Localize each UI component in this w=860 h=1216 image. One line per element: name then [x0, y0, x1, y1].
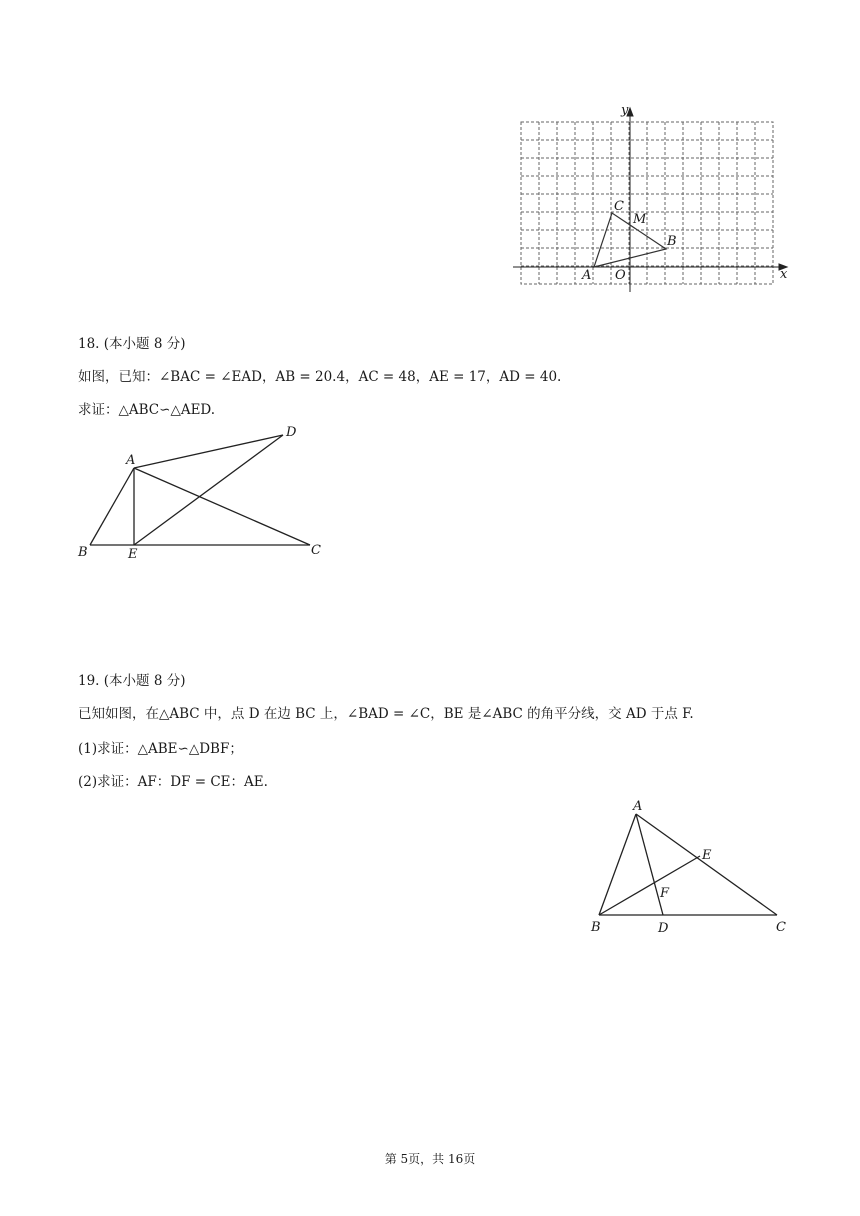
q19-header: 19. (本小题 8 分)	[78, 673, 186, 689]
q19-figure	[585, 795, 795, 940]
q19-line1: 已知如图，在△ABC 中，点 D 在边 BC 上，∠BAD = ∠C，BE 是∠ABC 的角平分线，交 AD 于点 F.	[78, 706, 694, 722]
q19-label-e: E	[702, 848, 712, 863]
point-m-label: M	[633, 212, 647, 227]
point-o-label: O	[615, 268, 626, 283]
q18-header: 18. (本小题 8 分)	[78, 336, 186, 352]
point-a-label: A	[582, 268, 592, 283]
point-b-label: B	[667, 234, 677, 249]
coordinate-grid-figure	[505, 100, 795, 295]
q19-label-b: B	[591, 920, 601, 935]
y-axis-label: y	[621, 103, 629, 118]
q18-label-e: E	[128, 547, 138, 562]
q19-line3: (2)求证：AF：DF = CE：AE.	[78, 774, 268, 790]
point-c-label: C	[614, 199, 624, 214]
q18-label-b: B	[78, 545, 88, 560]
q19-label-a: A	[633, 799, 643, 814]
q18-line1: 如图，已知：∠BAC = ∠EAD，AB = 20.4，AC = 48，AE = 17，AD = 40.	[78, 369, 562, 385]
q18-label-d: D	[286, 425, 297, 440]
x-axis-label: x	[780, 267, 788, 282]
q18-line2: 求证：△ABC∽△AED.	[78, 402, 216, 418]
q19-label-f: F	[660, 886, 670, 901]
q18-label-a: A	[126, 453, 136, 468]
q19-label-d: D	[658, 921, 669, 936]
q19-line2: (1)求证：△ABE∽△DBF；	[78, 741, 243, 757]
q18-label-c: C	[311, 543, 321, 558]
q18-figure	[70, 420, 340, 565]
page-footer: 第 5页，共 16页	[384, 1152, 476, 1166]
q19-label-c: C	[776, 920, 786, 935]
